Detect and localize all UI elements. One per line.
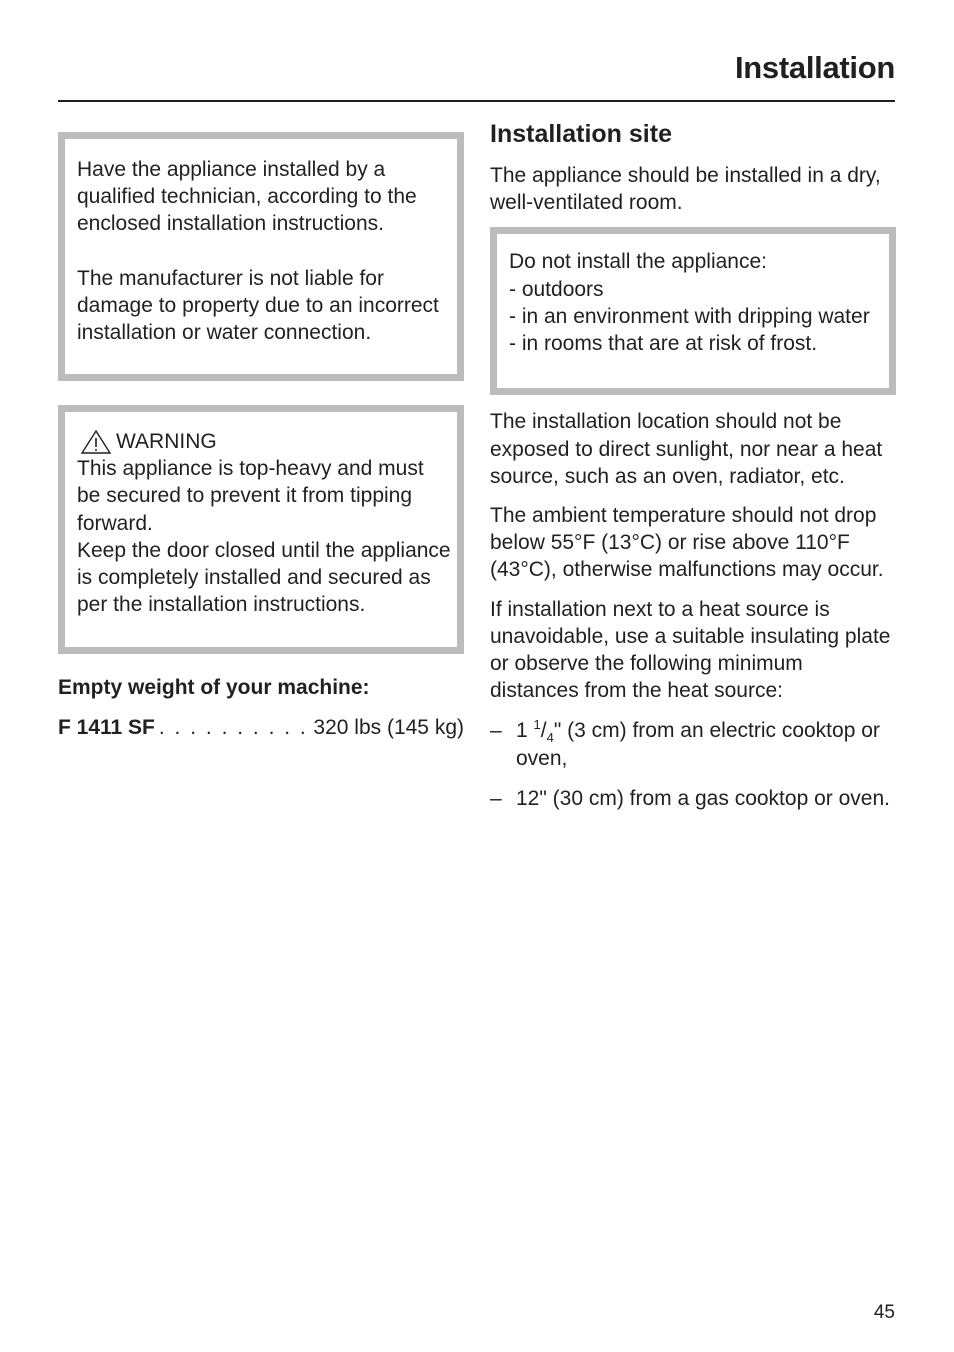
dash-marker: – xyxy=(490,719,502,743)
body-paragraph: The ambient temperature should not drop below 55°F (13°C) or rise above 110°F (43°C), otherwise malfunctions may occur. xyxy=(490,504,884,582)
header-divider xyxy=(58,100,895,102)
page-number: 45 xyxy=(873,1302,895,1323)
body-paragraph: If installation next to a heat source is unavoidable, use a suitable insulating plate or observe the following minimum distances from the heat source: xyxy=(490,597,891,703)
do-not-install-box xyxy=(490,227,896,395)
weight-heading: Empty weight of your machine: xyxy=(58,676,370,699)
body-paragraph: The installation location should not be exposed to direct sunlight, nor near a heat source, such as an oven, radiator, etc. xyxy=(490,410,883,488)
intro-paragraph: The appliance should be installed in a dry, well-ventilated room. xyxy=(490,164,881,215)
warning-text: Keep the door closed until the appliance is completely installed and secured as per the installation instructions. xyxy=(77,538,451,617)
warning-box xyxy=(58,405,464,654)
weight-row xyxy=(58,714,464,741)
box-heading: Do not install the appliance: xyxy=(509,250,767,274)
notice-paragraph: Have the appliance installed by a qualified technician, according to the enclosed installation instructions. xyxy=(77,158,417,236)
list-item: - in rooms that are at risk of frost. xyxy=(509,332,818,356)
list-item: - in an environment with dripping water xyxy=(509,304,870,328)
weight-value: 320 lbs (145 kg) xyxy=(313,716,464,739)
warning-text: This appliance is top-heavy and must be secured to prevent it from tipping forward. xyxy=(77,457,424,535)
section-title: Installation site xyxy=(490,120,672,148)
right-column xyxy=(490,118,896,825)
warning-triangle-icon xyxy=(77,429,115,455)
warning-heading xyxy=(77,428,451,455)
list-item-text: 12" (30 cm) from a gas cooktop or oven. xyxy=(516,786,890,810)
list-item-text: 1 $^1/_4$" (3 cm) from an electric cooktop or oven, xyxy=(516,717,880,770)
installer-notice-box xyxy=(58,132,464,381)
distance-list xyxy=(490,717,896,812)
dash-marker: – xyxy=(490,786,502,810)
left-column xyxy=(58,132,464,741)
leader-dots: . . . . . . . . . . xyxy=(158,716,308,739)
model-name: F 1411 SF xyxy=(58,716,155,739)
list-item: - outdoors xyxy=(509,277,604,301)
warning-label: WARNING xyxy=(116,430,217,453)
notice-paragraph: The manufacturer is not liable for damage to property due to an incorrect installation or water connection. xyxy=(77,266,439,345)
list-item xyxy=(490,785,896,812)
list-item xyxy=(490,717,896,771)
page-title: Installation xyxy=(734,50,895,85)
